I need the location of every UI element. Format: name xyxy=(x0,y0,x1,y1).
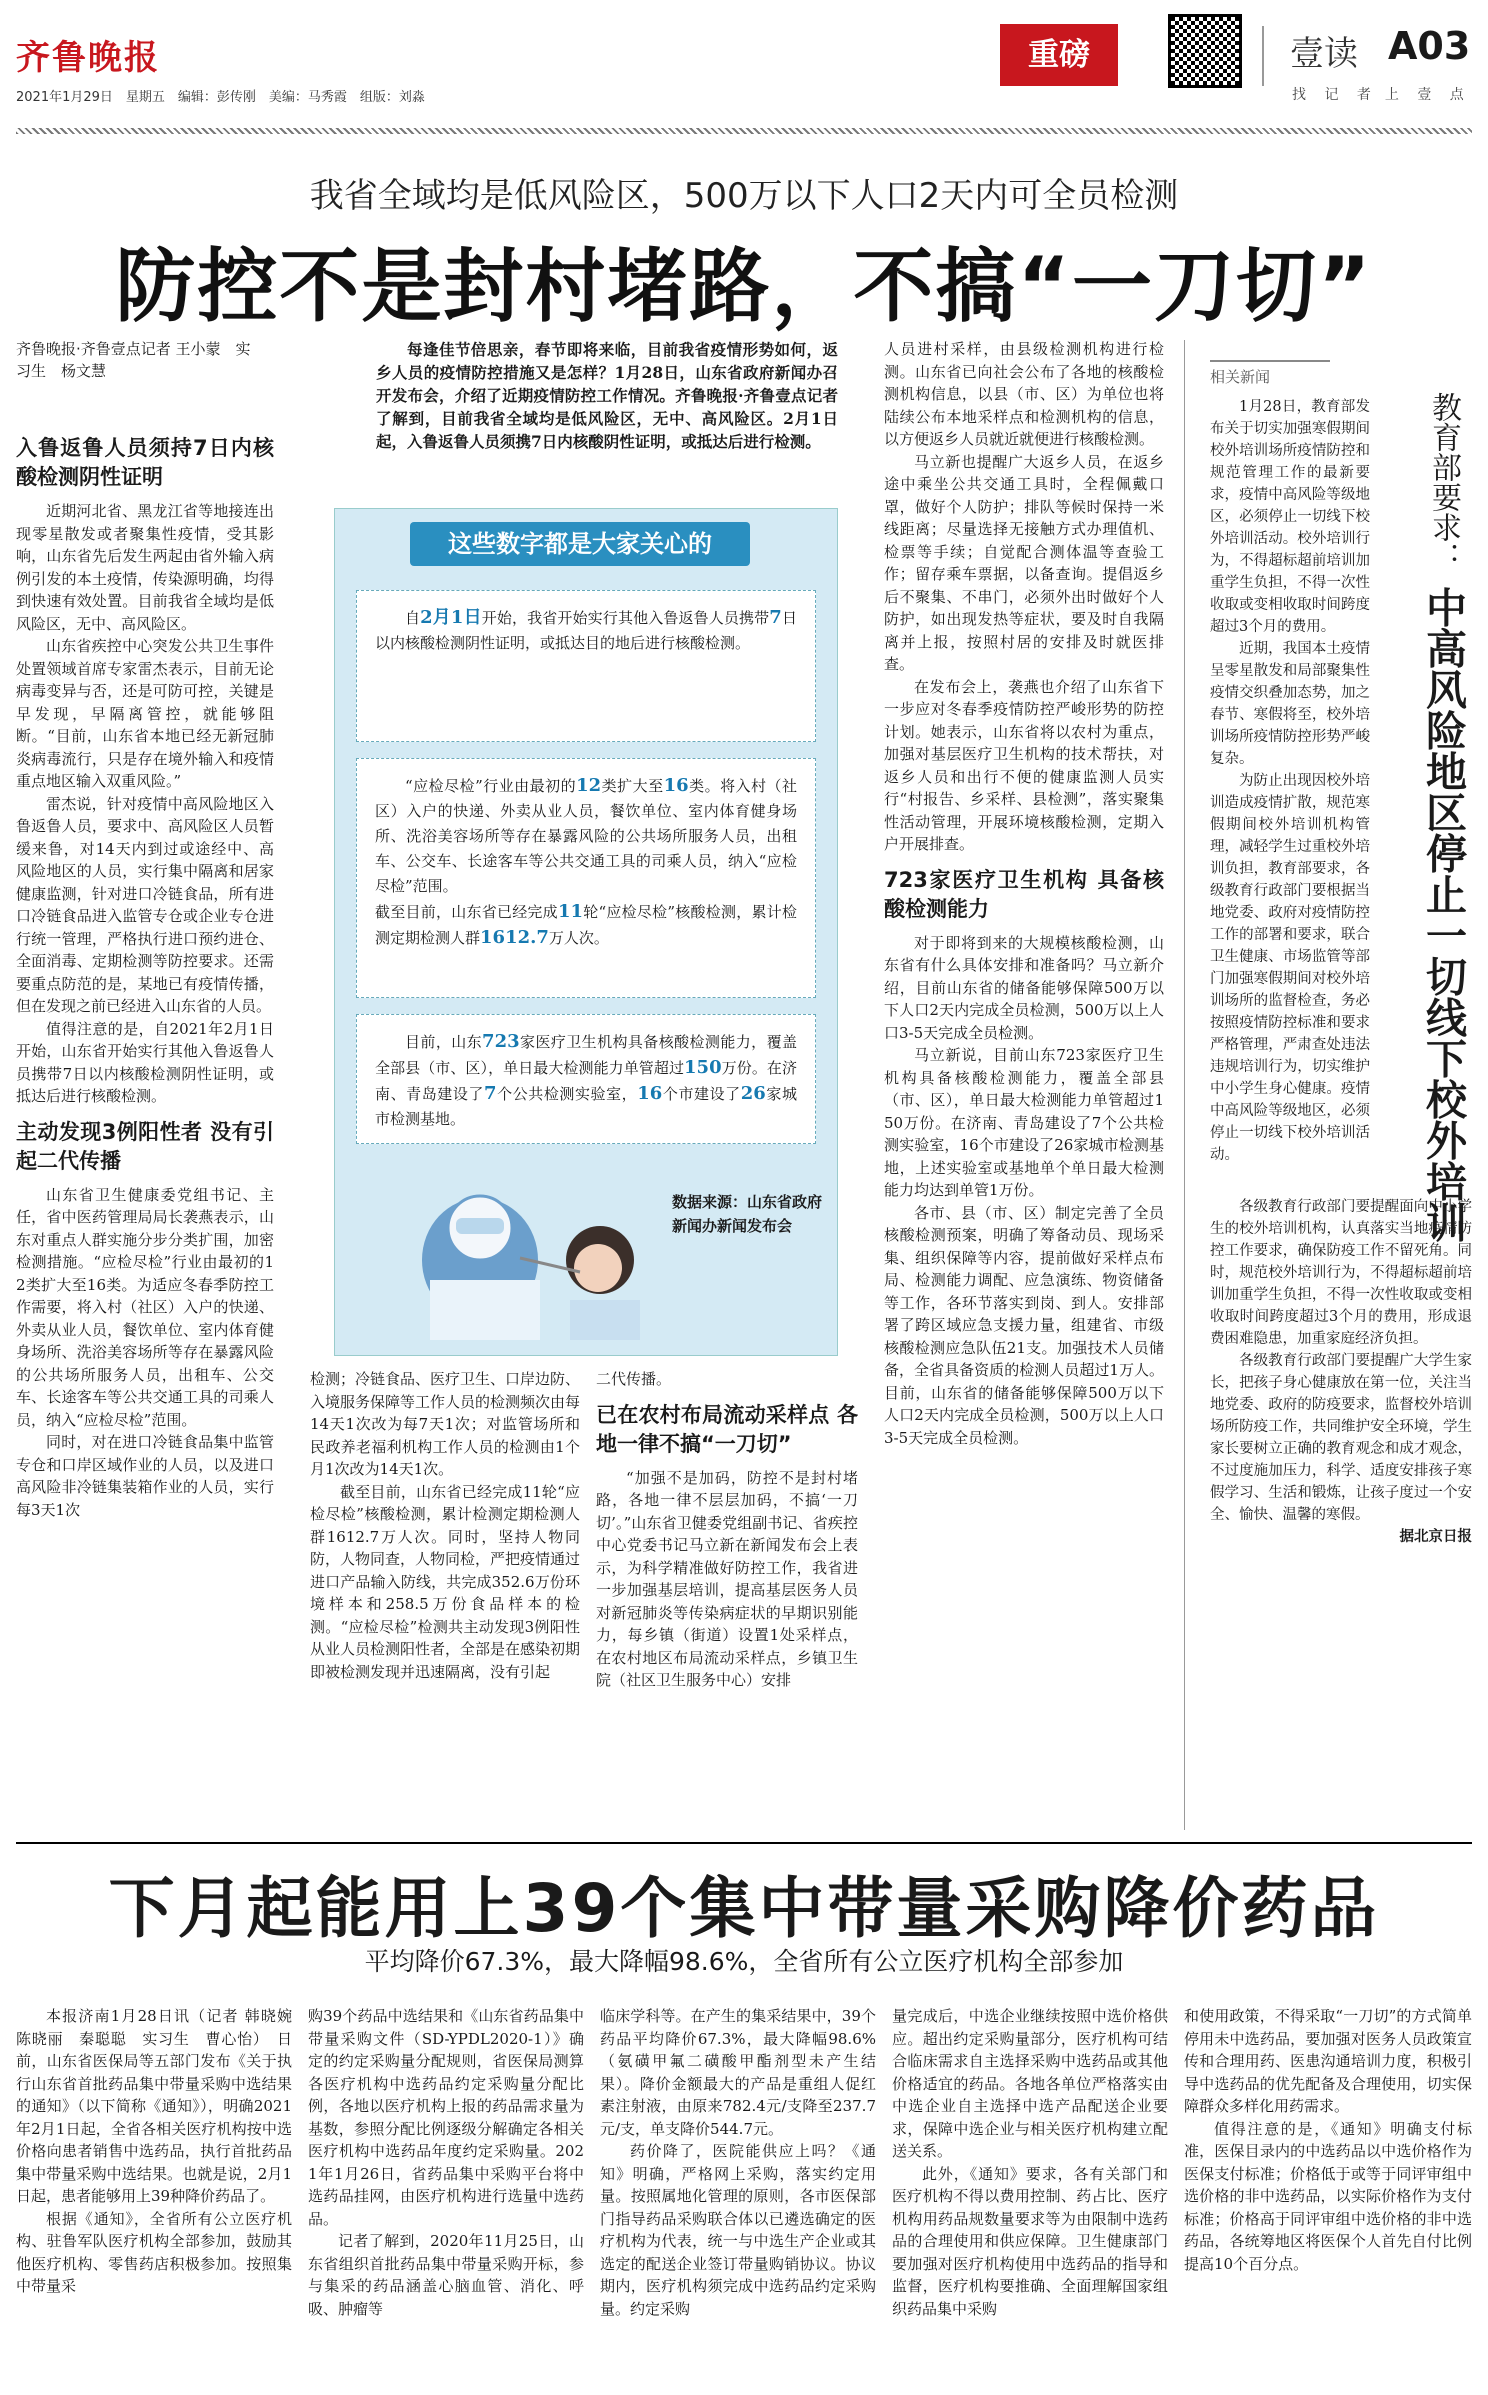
paragraph: 对于即将到来的大规模核酸检测，山东省有什么具体安排和准备吗？马立新介绍，目前山东省的储备能够保障500万以下人口2天内完成全员检测，500万以上人口3-5天完成全员检测。 xyxy=(884,933,1164,1042)
bottom-column-3 xyxy=(600,2005,876,2385)
paragraph: 本报济南1月28日讯（记者 韩晓婉 陈晓丽 秦聪聪 实习生 曹心怡） 日前，山东省医保局等五部门发布《关于执行山东省首批药品集中带量采购中选结果的通知》（以下简称《通知》），明确2021年2月1日起，全省各相关医疗机构按中选价格向患者销售中选药品，执行首批药品集中带量采购中选结果。也就是说，2月1日起，患者能够用上39种降价药品了。 xyxy=(16,2007,308,2205)
bottom-column-1 xyxy=(16,2005,308,2385)
article-column-3 xyxy=(596,1368,858,1834)
paragraph: 在发布会上，袭燕也介绍了山东省下一步应对冬春季疫情防控严峻形势的防控计划。她表示，山东省将以农村为重点，加强对基层医疗卫生机构的技术帮扶，对返乡人员和出行不便的健康监测人员实行“村报告、乡采样、县检测”，落实聚集性活动管理，开展环境核酸检测，定期入户开展排查。 xyxy=(884,677,1164,853)
paragraph: 人员进村采样，由县级检测机构进行检测。山东省已向社会公布了各地的核酸检测机构信息，以县（市、区）为单位也将陆续公布本地采样点和检测机构的信息，以方便返乡人员就近就便进行核酸检测。 xyxy=(884,340,1164,448)
paragraph: 1月28日，教育部发布关于切实加强寒假期间校外培训场所疫情防控和规范管理工作的最新要求，疫情中高风险等级地区，必须停止一切线下校外培训活动。校外培训行为，不得超标超前培训加重学生负担，不得一次性收取或变相收取时间跨度超过3个月的费用。 xyxy=(1210,399,1370,635)
issue-meta: 2021年1月29日 星期五 编辑：彭传刚 美编：马秀霞 组版：刘淼 xyxy=(16,90,425,105)
infobox-card-3: 目前，山东723家医疗卫生机构具备核酸检测能力，覆盖全部县（市、区），单日最大检测能力单管超过150万份。在济南、青岛建设了7个公共检测实验室，16个市建设了26家城市检测基地。 xyxy=(356,1014,816,1144)
subheading: 723家医疗卫生机构 具备核酸检测能力 xyxy=(884,867,1164,921)
qr-code-icon[interactable] xyxy=(1168,14,1242,88)
section-divider xyxy=(16,1842,1472,1844)
infobox-card-1: 自2月1日开始，我省开始实行其他入鲁返鲁人员携带7日以内核酸检测阴性证明，或抵达目的地后进行核酸检测。 xyxy=(356,590,816,742)
paragraph: 量完成后，中选企业继续按照中选价格供应。超出约定采购量部分，医疗机构可结合临床需求自主选择采购中选药品或其他价格适宜的药品。各地各单位严格落实由中选企业自主选择中选产品配送企业要求，保障中选企业与相关医疗机构建立配送关系。 xyxy=(892,2007,1168,2160)
paragraph: 值得注意的是，《通知》明确支付标准，医保目录内的中选药品以中选价格作为医保支付标准；价格低于或等于同评审组中选价格的非中选药品，以实际价格作为支付标准；价格高于同评审组中选价格的非中选药品，各统筹地区将医保个人首先自付比例提高10个百分点。 xyxy=(1184,2119,1472,2273)
bottom-column-4 xyxy=(892,2005,1168,2385)
article-column-2 xyxy=(310,1368,580,1834)
paragraph: 临床学科等。在产生的集采结果中，39个药品平均降价67.3%，最大降幅98.6%（氨磺甲氟二磺酸甲酯剂型未产生结果）。降价金额最大的产品是重组人促红素注射液，由原来782.4元/支降至237.7元/支，单支降价544.7元。 xyxy=(600,2007,876,2138)
related-title: 中高风险地区停止一切线下校外培训 xyxy=(1419,586,1467,1243)
paragraph: 此外，《通知》要求，各有关部门和医疗机构不得以费用控制、药占比、医疗机构用药品规数量要求等为由限制中选药品的合理使用和供应保障。卫生健康部门要加强对医疗机构使用中选药品的指导和监督，医疗机构要推确、全面理解国家组织药品集中采购 xyxy=(892,2164,1168,2318)
column-divider xyxy=(1184,340,1185,1830)
masthead-rule xyxy=(16,128,1472,134)
paragraph: 记者了解到，2020年11月25日，山东省组织首批药品集中带量采购开标，参与集采的药品涵盖心脑血管、消化、呼吸、肿瘤等 xyxy=(308,2232,584,2318)
infobox-card-2: “应检尽检”行业由最初的12类扩大至16类。将入村（社区）入户的快递、外卖从业人员，餐饮单位、室内体育健身场所、洗浴美容场所等存在暴露风险的公共场所服务人员，出租车、公交车、长途客车等公共交通工具的司乘人员，纳入“应检尽检”范围。 截至目前，山东省已经完成11轮“应检尽检”核酸检测，累计检测定期检测人群1612.7万人次。 xyxy=(356,758,816,998)
main-kicker: 我省全域均是低风险区，500万以下人口2天内可全员检测 xyxy=(309,176,1179,216)
testing-illustration xyxy=(370,1150,670,1340)
related-headline xyxy=(1382,392,1466,1242)
paragraph: 各市、县（市、区）制定完善了全员核酸检测预案，明确了筹备动员、现场采集、组织保障等内容，提前做好采样点布局、检测能力调配、应急演练、物资储备等工作，各环节落实到岗、到人。安排部署了跨区域应急支援力量，组建省、市级核酸检测应急队伍21支。加强技术人员储备，全省具备资质的检测人员超过1万人。目前，山东省的储备能够保障500万以下人口2天内完成全员检测，500万以上人口3-5天完成全员检测。 xyxy=(884,1203,1164,1447)
paragraph: 根据《通知》，全省所有公立医疗机构、驻鲁军队医疗机构全部参加，鼓励其他医疗机构、零售药店积极参加。按照集中带量采 xyxy=(16,2209,292,2295)
subheading: 已在农村布局流动采样点 各地一律不搞“一刀切” xyxy=(596,1402,858,1456)
section-name: 壹读 xyxy=(1290,34,1358,74)
paragraph: 截至目前，山东省已经完成11轮“应检尽检”核酸检测，累计检测定期检测人群1612.7万人次。同时，坚持人物同防，人物同查，人物同检，严把疫情通过进口产品输入防线，共完成352.6万份环境样本和258.5万份食品样本的检测。“应检尽检”检测共主动发现3例阳性从业人员检测阳性者，全部是在感染初期即被检测发现并迅速隔离，没有引起 xyxy=(310,1482,581,1681)
paragraph: 购39个药品中选结果和《山东省药品集中带量采购文件（SD-YPDL2020-1）》确定的约定采购量分配规则，省医保局测算各医疗机构中选药品约定采购量分配比例，各地以医疗机构上报的药品需求量为基数，参照分配比例逐级分解确定各相关医疗机构中选药品年度约定采购量。2021年1月26日，省药品集中采购平台将中选药品挂网，由医疗机构进行选量中选药品。 xyxy=(308,2007,584,2228)
related-news-label: 相关新闻 xyxy=(1210,360,1330,387)
paragraph: 为防止出现因校外培训造成疫情扩散，规范寒假期间校外培训机构管理，减轻学生过重校外培训负担，教育部要求，各级教育行政部门要根据当地党委、政府对疫情防控工作的部署和要求，联合卫生健康、市场监管等部门加强寒假期间对校外培训场所的监督检查，务必按照疫情防控标准和要求严格管理，严肃查处违法违规培训行为，切实维护中小学生身心健康。疫情中高风险等级地区，必须停止一切线下校外培训活动。 xyxy=(1210,773,1370,1163)
article-column-1 xyxy=(16,424,274,1834)
paragraph: 二代传播。 xyxy=(596,1370,672,1388)
subheading: 主动发现3例阳性者 没有引起二代传播 xyxy=(16,1119,274,1173)
paragraph: 和使用政策，不得采取“一刀切”的方式简单停用未中选药品，要加强对医务人员政策宣传和合理用药、医患沟通培训力度，积极引导中选药品的优先配备及合理使用，切实保障群众多样化用药需求。 xyxy=(1184,2007,1472,2115)
paragraph: 药价降了，医院能供应上吗？《通知》明确，严格网上采购，落实约定用量。按照属地化管理的原则，各市医保部门指导药品采购联合体以已遴选确定的医疗机构为代表，统一与中选生产企业或其选定的配送企业签订带量购销协议。协议期内，医疗机构须完成中选药品约定采购量。约定采购 xyxy=(600,2142,876,2318)
infobox-source: 数据来源：山东省政府新闻办新闻发布会 xyxy=(672,1193,823,1235)
article-column-4 xyxy=(884,338,1164,1834)
paragraph: 马立新说，目前山东723家医疗卫生机构具备核酸检测能力，覆盖全部县（市、区），单日最大检测能力单管超过150万份。在济南、青岛建设了7个公共检测实验室，16个市建设了26家城市检测基地，上述实验室或基地单个单日最大检测能力均达到单管1万份。 xyxy=(884,1046,1164,1199)
related-column-b xyxy=(1210,1196,1472,1830)
paragraph: 山东省疾控中心突发公共卫生事件处置领域首席专家雷杰表示，目前无论病毒变异与否，还是可防可控，关键是早发现，早隔离管控，就能够阻断。“目前，山东省本地已经无新冠肺炎病毒流行，只是存在境外输入和疫情重点地区输入双重风险。” xyxy=(16,637,274,790)
related-column-a xyxy=(1210,396,1370,1196)
paragraph: 山东省卫生健康委党组书记、主任，省中医药管理局局长袭燕表示，山东对重点人群实施分步分类扩围，加密检测措施。“应检尽检”行业由最初的12类扩大至16类。为适应冬春季防控工作需要，将入村（社区）入户的快递、外卖从业人员，餐饮单位、室内体育健身场所、洗浴美容场所等存在暴露风险的公共场所服务人员，出租车、公交车、长途客车等公共交通工具的司乘人员，纳入“应检尽检”范围。 xyxy=(16,1185,274,1429)
paragraph: 各级教育行政部门要提醒广大学生家长，把孩子身心健康放在第一位，关注当地党委、政府的防疫要求，监督校外培训场所防疫工作，共同维护安全环境，学生家长要树立正确的教育观念和成才观念，不过度施加压力，科学、适度安排孩子寒假学习、生活和锻炼，让孩子度过一个安全、愉快、温馨的寒假。 xyxy=(1210,1353,1472,1523)
paragraph: 马立新也提醒广大返乡人员，在返乡途中乘坐公共交通工具时，全程佩戴口罩，做好个人防护；排队等候时保持一米线距离；尽量选择无接触方式办理值机、检票等手续；自觉配合测体温等查验工作；留存乘车票据，以备查询。提倡返乡后不聚集、不串门，必须外出时做好个人防护，如出现发热等症状，要及时自我隔离并上报，按照村居的安排及时就医排查。 xyxy=(884,452,1164,673)
paragraph: 近期，我国本土疫情呈零星散发和局部聚集性疫情交织叠加态势，加之春节、寒假将至，校外培训场所疫情防控形势严峻复杂。 xyxy=(1210,641,1370,767)
page-number: A03 xyxy=(1388,24,1471,68)
related-kicker: 教育部要求： xyxy=(1426,392,1461,572)
related-source: 据北京日报 xyxy=(1399,1528,1472,1545)
section-badge: 重磅 xyxy=(1000,24,1118,86)
main-headline: 防控不是封村堵路，不搞“一刀切” xyxy=(115,240,1373,333)
lead-paragraph: 每逢佳节倍思亲，春节即将来临，目前我省疫情形势如何，返乡人员的疫情防控措施又是怎样？1月28日，山东省政府新闻办召开发布会，介绍了近期疫情防控工作情况。齐鲁晚报·齐鲁壹点记者了解到，目前我省全域均是低风险区，无中、高风险区。2月1日起，入鲁返鲁人员须携7日内核酸阴性证明，或抵达后进行检测。 xyxy=(376,340,838,451)
byline: 齐鲁晚报·齐鲁壹点记者 王小蒙 实习生 杨文慧 xyxy=(16,340,251,380)
bottom-column-2 xyxy=(308,2005,584,2385)
paragraph: 同时，对在进口冷链食品集中监管专仓和口岸区域作业的人员，以及进口高风险非冷链集装箱作业的人员，实行每3天1次 xyxy=(16,1433,274,1519)
paragraph: 雷杰说，针对疫情中高风险地区入鲁返鲁人员，要求中、高风险区人员暂缓来鲁，对14天内到过或途经中、高风险地区的人员，实行集中隔离和居家健康监测，针对进口冷链食品，所有进口冷链食品进入监管专仓或企业专仓进行统一管理，严格执行进口预约进仓、全面消毒、定期检测等防控要求。还需要重点防范的是，某地已有疫情传播，但在发现之前已经进入山东省的人员。 xyxy=(16,794,274,1015)
paragraph: 值得注意的是，自2021年2月1日开始，山东省开始实行其他入鲁返鲁人员携带7日以内核酸检测阴性证明，或抵达后进行核酸检测。 xyxy=(16,1019,274,1105)
newspaper-logo: 齐鲁晚报 xyxy=(16,38,160,78)
paragraph: 检测；冷链食品、医疗卫生、口岸边防、入境服务保障等工作人员的检测频次由每14天1次改为每7天1次；对监管场所和民政养老福利机构工作人员的检测由1个月1次改为14天1次。 xyxy=(310,1370,581,1478)
paragraph: 近期河北省、黑龙江省等地接连出现零星散发或者聚集性疫情，受其影响，山东省先后发生两起由省外输入病例引发的本土疫情，传染源明确，均得到快速有效处置。目前我省全域均是低风险区，无中、高风险区。 xyxy=(16,502,274,633)
subheading: 入鲁返鲁人员须持7日内核酸检测阴性证明 xyxy=(16,436,274,489)
paragraph: 各级教育行政部门要提醒面向中小学生的校外培训机构，认真落实当地疫情防控工作要求，确保防疫工作不留死角。同时，规范校外培训行为，不得超标超前培训加重学生负担，不得一次性收取或变相收取时间跨度超过3个月的费用，形成退费困难隐患，加重家庭经济负担。 xyxy=(1210,1199,1472,1347)
masthead-divider xyxy=(1262,26,1264,86)
bottom-column-5 xyxy=(1184,2005,1472,2385)
bottom-headline: 下月起能用上39个集中带量采购降价药品 xyxy=(108,1870,1380,1947)
infobox-title: 这些数字都是大家关心的 xyxy=(410,522,750,566)
paragraph: “加强不是加码，防控不是封村堵路，各地一律不层层加码，不搞‘一刀切’。”山东省卫健委党组副书记、省疾控中心党委书记马立新在新闻发布会上表示，为科学精准做好防控工作，我省进一步加强基层培训，提高基层医务人员对新冠肺炎等传染病症状的早期识别能力，每乡镇（街道）设置1处采样点，在农村地区布局流动采样点，乡镇卫生院（社区卫生服务中心）安排 xyxy=(596,1468,858,1689)
bottom-subtitle: 平均降价67.3%，最大降幅98.6%，全省所有公立医疗机构全部参加 xyxy=(364,1947,1124,1976)
masthead-slogan: 找 记 者 上 壹 点 xyxy=(1292,87,1464,103)
